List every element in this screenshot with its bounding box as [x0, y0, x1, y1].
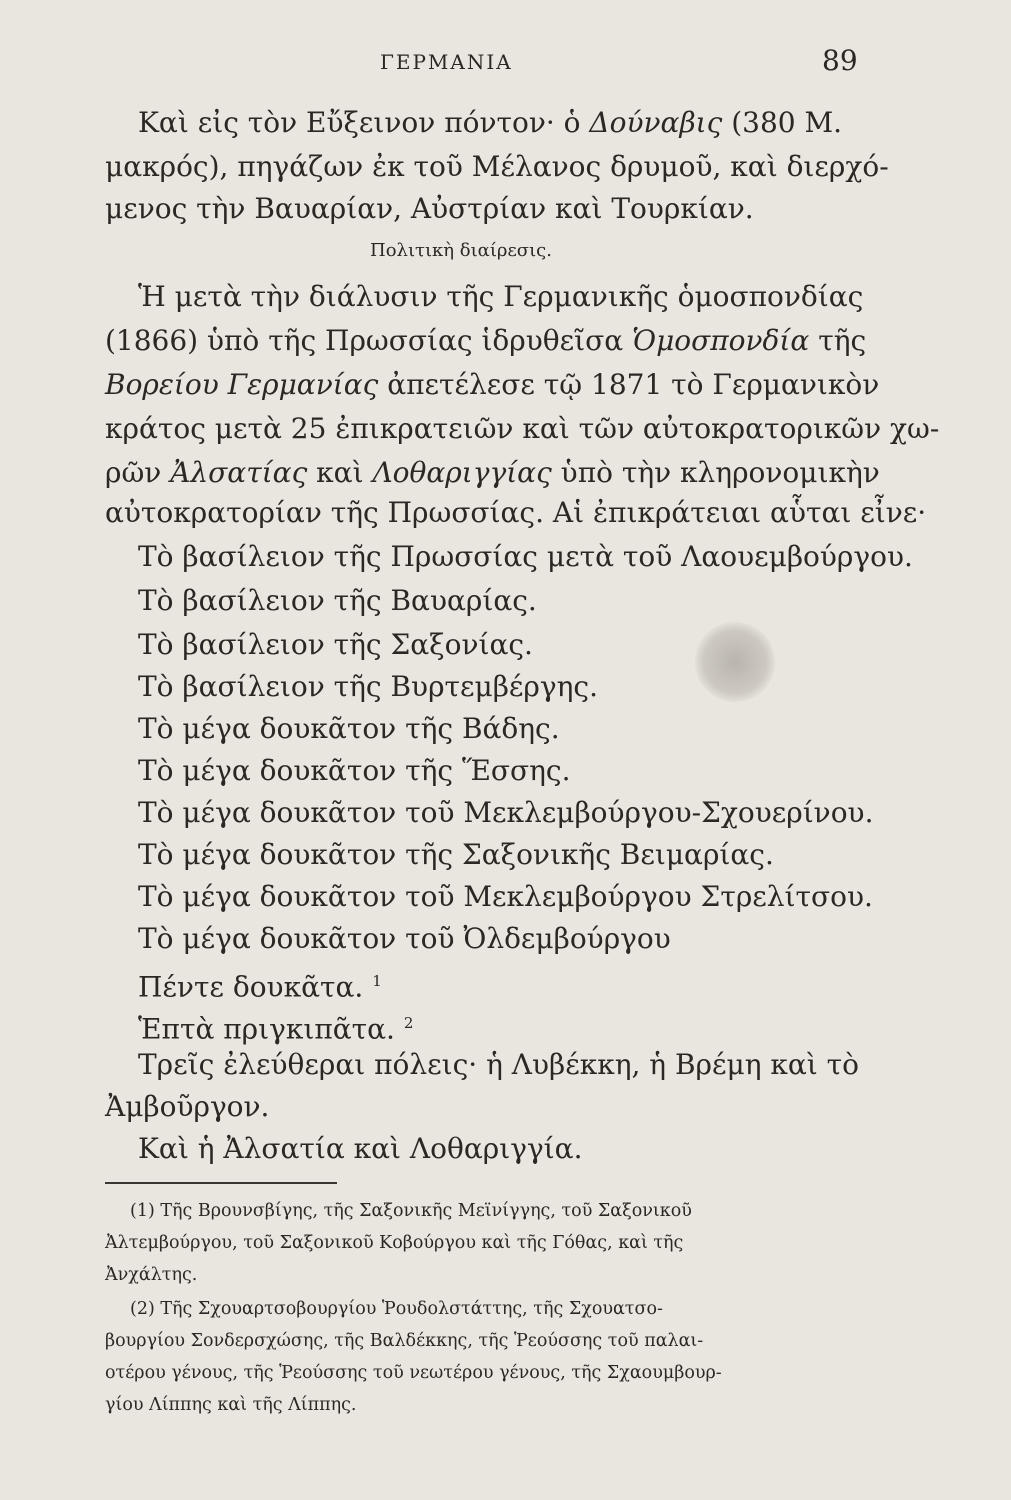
footnote-line: Ἀνχάλτης. — [105, 1265, 198, 1285]
state-item: Τὸ μέγα δουκᾶτον τῆς Σαξονικῆς Βειμαρίας. — [138, 838, 774, 871]
body-line: Βορείου Γερμανίας ἀπετέλεσε τῷ 1871 τὸ Γερμανικὸν — [105, 368, 880, 401]
state-item: Τὸ μέγα δουκᾶτον τοῦ Μεκλεμβούργου-Σχουερίνου. — [138, 796, 874, 829]
duchies-line: Πέντε δουκᾶτα. $^1$ — [138, 970, 382, 1004]
footnote-line: οτέρου γένους, τῆς Ῥεούσσης τοῦ νεωτέρου γένους, τῆς Σχαουμβουρ- — [105, 1363, 722, 1383]
river-name: Δούναβις — [589, 106, 723, 139]
running-head: ΓΕΡΜΑΝΙΑ — [380, 50, 513, 74]
body-line: αὐτοκρατορίαν τῆς Πρωσσίας. Αἱ ἐπικράτειαι αὗται εἶνε· — [105, 496, 927, 529]
page-number: 89 — [822, 44, 858, 77]
footnote-ref: 1 — [372, 972, 382, 990]
state-item: Τὸ μέγα δουκᾶτον τῆς Ἕσσης. — [138, 754, 571, 787]
footnote-line: Ἀλτεμβούργου, τοῦ Σαξονικοῦ Κοβούργου καὶ τῆς Γόθας, καὶ τῆς — [105, 1233, 684, 1253]
footnote-line: γίου Λίππης καὶ τῆς Λίππης. — [105, 1395, 357, 1415]
body-line: Τρεῖς ἐλεύθεραι πόλεις· ἡ Λυβέκκη, ἡ Βρέμη καὶ τὸ — [138, 1048, 859, 1081]
paper-stain — [695, 622, 775, 702]
body-line: μενος τὴν Βαυαρίαν, Αὐστρίαν καὶ Τουρκίαν. — [105, 192, 754, 225]
footnote-line: βουργίου Σονδερσχώσης, τῆς Βαλδέκκης, τῆς Ῥεούσσης τοῦ παλαι- — [105, 1331, 704, 1351]
state-item: Τὸ βασίλειον τῆς Βυρτεμβέργης. — [138, 670, 598, 703]
body-line: Ἡ μετὰ τὴν διάλυσιν τῆς Γερμανικῆς ὁμοσπονδίας — [138, 280, 864, 313]
state-item: Τὸ βασίλειον τῆς Σαξονίας. — [138, 628, 533, 661]
state-item: Τὸ μέγα δουκᾶτον τῆς Βάδης. — [138, 712, 560, 745]
body-line: Καὶ ἡ Ἀλσατία καὶ Λοθαριγγία. — [138, 1132, 583, 1165]
body-line: (1866) ὑπὸ τῆς Πρωσσίας ἱδρυθεῖσα Ὁμοσπονδία τῆς — [105, 324, 867, 357]
section-heading: Πολιτικὴ διαίρεσις. — [370, 240, 552, 261]
body-line: κράτος μετὰ 25 ἐπικρατειῶν καὶ τῶν αὐτοκρατορικῶν χω- — [105, 412, 940, 445]
body-line: Ἀμβοῦργον. — [105, 1090, 270, 1123]
state-item: Τὸ μέγα δουκᾶτον τοῦ Ὀλδεμβούργου — [138, 922, 671, 955]
footnote-line: (2) Τῆς Σχουαρτσοβουργίου Ῥουδολστάττης, τῆς Σχουατσο- — [130, 1299, 663, 1319]
body-line: μακρός), πηγάζων ἐκ τοῦ Μέλανος δρυμοῦ, καὶ διερχό- — [105, 150, 889, 183]
state-item: Τὸ βασίλειον τῆς Βαυαρίας. — [138, 584, 537, 617]
body-line: Καὶ εἰς τὸν Εὔξεινον πόντον· ὁ Δούναβις (380 Μ. — [138, 106, 843, 139]
footnote-ref: 2 — [403, 1014, 414, 1032]
principalities-line: Ἑπτὰ πριγκιπᾶτα. $^2$ — [138, 1012, 414, 1046]
footnote-rule — [105, 1182, 337, 1184]
state-item: Τὸ μέγα δουκᾶτον τοῦ Μεκλεμβούργου Στρελίτσου. — [138, 880, 873, 913]
state-item: Τὸ βασίλειον τῆς Πρωσσίας μετὰ τοῦ Λαουεμβούργου. — [138, 540, 913, 573]
body-line: ρῶν Ἀλσατίας καὶ Λοθαριγγίας ὑπὸ τὴν κληρονομικὴν — [105, 456, 880, 489]
footnote-line: (1) Τῆς Βρουνσβίγης, τῆς Σαξονικῆς Μεϊνίγγης, τοῦ Σαξονικοῦ — [130, 1201, 692, 1221]
